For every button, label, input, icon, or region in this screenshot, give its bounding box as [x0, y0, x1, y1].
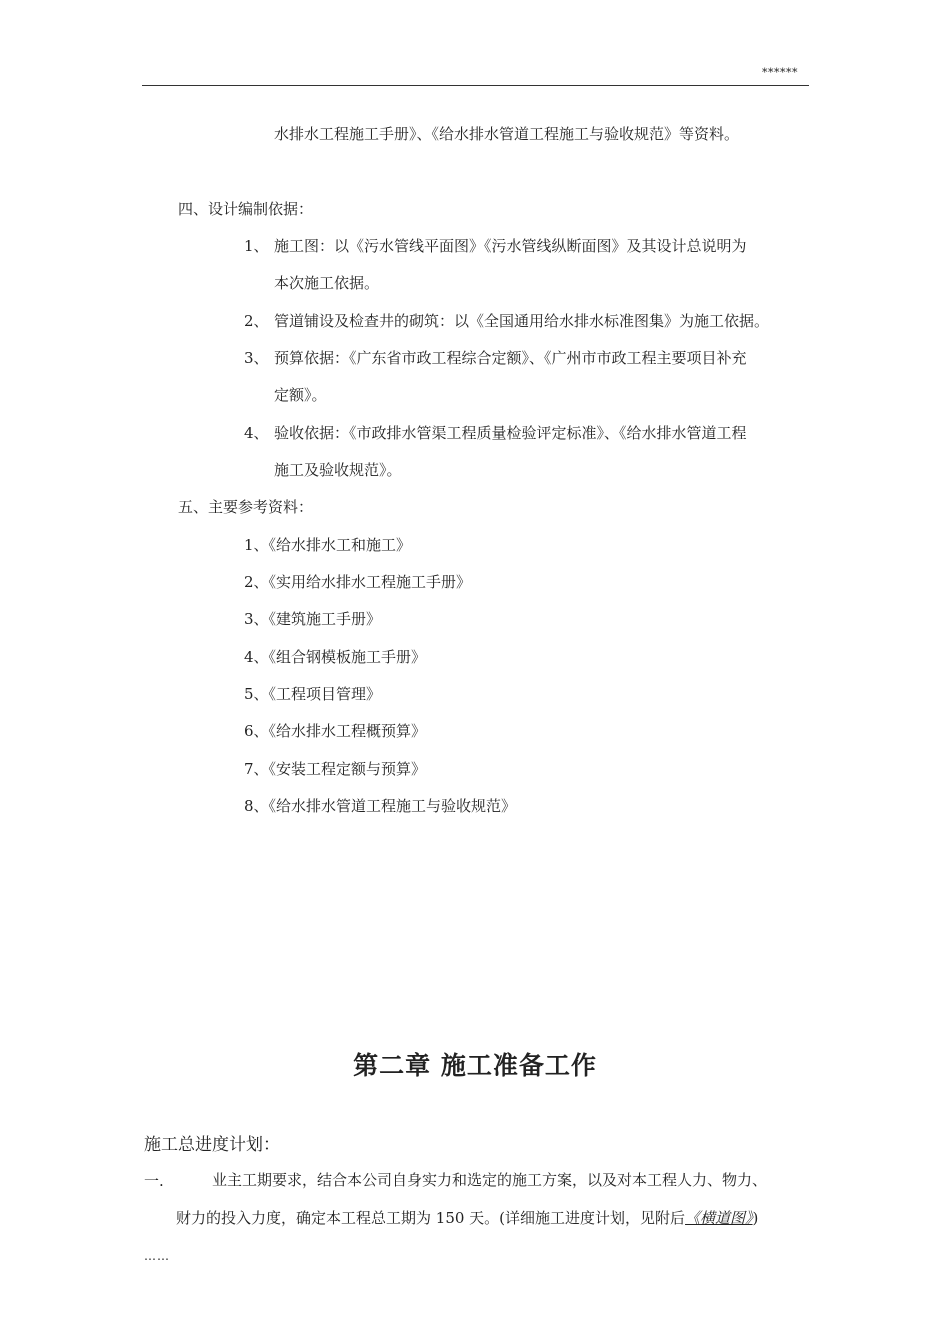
para1-number: 一.	[144, 1172, 164, 1190]
section4-item1-line1: 施工图：以《污水管线平面图》《污水管线纵断面图》及其设计总说明为	[274, 237, 747, 255]
header-rule	[142, 85, 809, 86]
para1-line2	[176, 1208, 758, 1228]
reference-item: 4、《组合钢模板施工手册》	[244, 648, 427, 666]
gantt-chart-link[interactable]: 《横道图》	[685, 1209, 753, 1227]
chapter-title: 第二章 施工准备工作	[353, 1051, 597, 1080]
section5-heading: 五、主要参考资料：	[178, 498, 314, 516]
reference-item: 5、《工程项目管理》	[244, 685, 382, 703]
section4-item2-num: 2、	[244, 312, 269, 330]
section4-item1-line2: 本次施工依据。	[274, 274, 380, 292]
intro-line: 水排水工程施工手册》、《给水排水管道工程施工与验收规范》等资料。	[274, 125, 740, 143]
section4-item4-num: 4、	[244, 424, 269, 442]
reference-item: 8、《给水排水管道工程施工与验收规范》	[244, 797, 517, 815]
section4-item3-line1: 预算依据：《广东省市政工程综合定额》、《广州市市政工程主要项目补充	[274, 349, 747, 367]
para1-line1: 业主工期要求，结合本公司自身实力和选定的施工方案，以及对本工程人力、物力、	[212, 1171, 768, 1189]
ellipsis: ……	[144, 1249, 170, 1263]
reference-item: 1、《给水排水工和施工》	[244, 536, 412, 554]
reference-item: 7、《安装工程定额与预算》	[244, 760, 427, 778]
section4-item2-line1: 管道铺设及检查井的砌筑：以《全国通用给水排水标准图集》为施工依据。	[274, 312, 770, 330]
schedule-heading: 施工总进度计划：	[144, 1135, 280, 1155]
reference-item: 3、《建筑施工手册》	[244, 610, 382, 628]
reference-item: 6、《给水排水工程概预算》	[244, 722, 427, 740]
section4-item3-num: 3、	[244, 349, 269, 367]
para1-line2-text: 财力的投入力度，确定本工程总工期为 150 天。(详细施工进度计划，见附后	[176, 1209, 686, 1227]
section4-item1-num: 1、	[244, 237, 269, 255]
header-mark: ******	[762, 66, 798, 79]
section4-item4-line2: 施工及验收规范》。	[274, 461, 402, 479]
section4-heading: 四、设计编制依据：	[178, 200, 314, 218]
reference-item: 2、《实用给水排水工程施工手册》	[244, 573, 472, 591]
section4-item3-line2: 定额》。	[274, 386, 327, 404]
section4-item4-line1: 验收依据：《市政排水管渠工程质量检验评定标准》、《给水排水管道工程	[274, 424, 747, 442]
para1-line2-close: )	[752, 1209, 759, 1227]
